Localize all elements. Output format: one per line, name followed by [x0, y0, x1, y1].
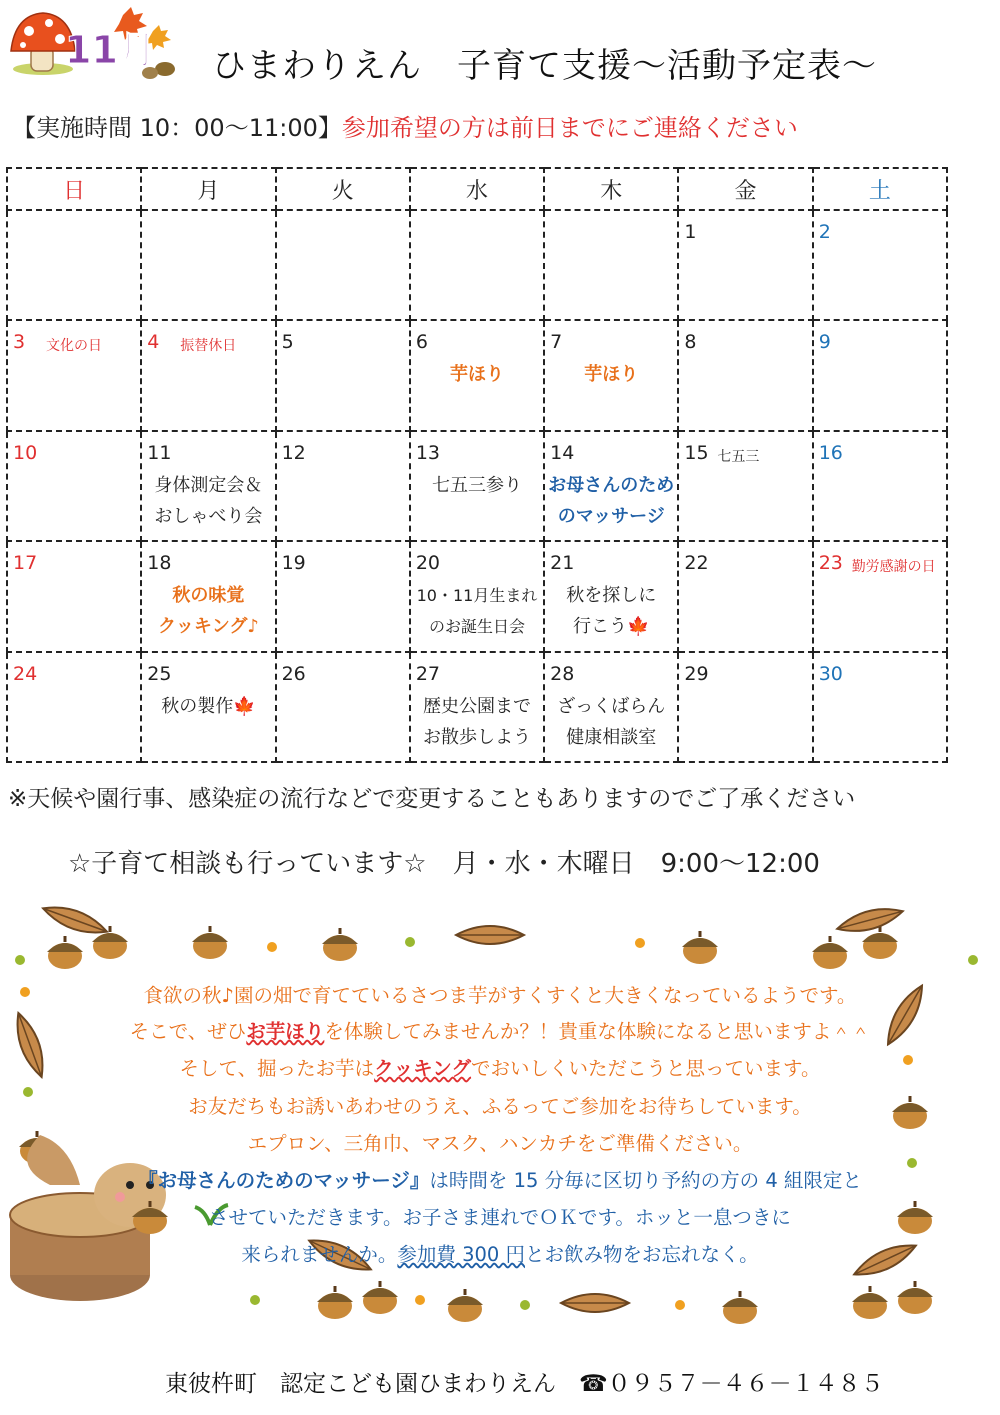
- message-area: [0, 895, 1000, 1335]
- event-line: のマッサージ: [557, 505, 665, 527]
- message-line-7: させていただきます。お子さま連れでＯＫです。ホッと一息つきに: [209, 1206, 791, 1229]
- event-label: [545, 359, 677, 390]
- hours-line: [12, 108, 798, 143]
- hours-label: 【実施時間 10：00～11:00】: [12, 114, 342, 142]
- weekday-header: 月: [141, 168, 275, 210]
- day-number: 20: [415, 552, 441, 575]
- day-number: 6: [415, 331, 428, 354]
- calendar-day-cell: [678, 431, 812, 541]
- day-number: 11: [147, 441, 172, 464]
- day-number: 24: [13, 662, 38, 685]
- day-number: 7: [550, 331, 563, 354]
- calendar-day-cell: [7, 652, 141, 762]
- event-line: 秋の製作🍁: [161, 695, 256, 717]
- event-label: [411, 580, 543, 642]
- calendar-day-cell: [678, 541, 812, 651]
- event-line: 七五三参り: [431, 474, 522, 496]
- holiday-label: 振替休日: [180, 338, 237, 355]
- message-line-1: 食欲の秋♪園の畑で育てているさつま芋がすくすくと大きくなっているようです。: [143, 984, 857, 1007]
- calendar-day-cell: [7, 210, 141, 320]
- holiday-label: 文化の日: [46, 338, 102, 355]
- consultation-info: ☆子育て相談も行っています☆ 月・水・木曜日 9:00～12:00: [68, 849, 820, 879]
- event-label: [142, 691, 274, 722]
- calendar-day-cell: [410, 320, 544, 430]
- weekday-header: 水: [410, 168, 544, 210]
- calendar-day-cell: [410, 652, 544, 762]
- calendar-day-cell: [410, 210, 544, 320]
- mushroom-month-badge: [5, 5, 180, 80]
- calendar-day-cell: [7, 541, 141, 651]
- calendar-day-cell: [813, 431, 947, 541]
- calendar-day-cell: [544, 320, 678, 430]
- calendar-week: [7, 652, 947, 762]
- calendar-day-cell: [813, 210, 947, 320]
- day-number: 14: [550, 441, 575, 464]
- calendar-day-cell: [544, 210, 678, 320]
- day-number: 30: [818, 662, 843, 685]
- message-line-4: お友だちもお誘いあわせのうえ、ふるってご参加をお待ちしています。: [188, 1095, 812, 1118]
- calendar-day-cell: [813, 652, 947, 762]
- event-line: 歴史公園まで: [422, 695, 531, 717]
- day-number: 2: [818, 221, 831, 243]
- event-line: ざっくばらん: [557, 695, 666, 717]
- event-line: おしゃべり会: [154, 505, 263, 527]
- day-number: 22: [684, 552, 709, 575]
- event-line: 秋を探しに: [566, 585, 657, 607]
- hours-note: 参加希望の方は前日までにご連絡ください: [341, 114, 798, 142]
- holiday-label: 勤労感謝の日: [851, 559, 936, 576]
- event-label: [545, 470, 677, 532]
- day-number: 17: [13, 552, 38, 575]
- event-line: 行こう🍁: [573, 616, 650, 638]
- calendar-day-cell: [544, 541, 678, 651]
- calendar-day-cell: [678, 652, 812, 762]
- day-number: 23: [818, 552, 843, 575]
- message-line-8: 来られませんか。参加費 300 円とお飲み物をお忘れなく。: [241, 1243, 759, 1266]
- event-line: 芋ほり: [584, 364, 639, 386]
- calendar-day-cell: [544, 652, 678, 762]
- calendar-day-cell: [141, 431, 275, 541]
- calendar-day-cell: [410, 431, 544, 541]
- message-line-6: 『お母さんのためのマッサージ』は時間を 15 分毎に区切り予約の方の 4 組限定と: [138, 1169, 862, 1192]
- day-number: 1: [684, 221, 697, 243]
- calendar-day-cell: [141, 652, 275, 762]
- day-number: 9: [818, 331, 831, 354]
- calendar-day-cell: [813, 541, 947, 651]
- day-number: 3: [13, 331, 26, 354]
- weekday-header: 土: [813, 168, 947, 210]
- day-number: 15: [684, 441, 709, 464]
- event-label: [411, 691, 543, 753]
- day-number: 27: [415, 662, 441, 685]
- calendar-week: [7, 431, 947, 541]
- calendar-week: [7, 320, 947, 430]
- holiday-label: 七五三: [717, 448, 760, 465]
- calendar-day-cell: [7, 320, 141, 430]
- day-number: 25: [147, 662, 172, 685]
- calendar-day-cell: [276, 652, 410, 762]
- message-line-5: エプロン、三角巾、マスク、ハンカチをご準備ください。: [247, 1132, 753, 1155]
- event-label: [545, 691, 677, 753]
- event-label: [545, 580, 677, 642]
- message-line-2: そこで、ぜひお芋ほりを体験してみませんか？！貴重な体験になると思いますよ＾＾: [129, 1020, 871, 1043]
- calendar-week: [7, 210, 947, 320]
- calendar-day-cell: [141, 541, 275, 651]
- event-line: お散歩しよう: [422, 726, 531, 748]
- event-line: 芋ほり: [449, 364, 504, 386]
- day-number: 18: [147, 552, 172, 575]
- day-number: 4: [147, 331, 160, 354]
- weekday-header: 日: [7, 168, 141, 210]
- day-number: 19: [281, 552, 306, 575]
- event-line: お母さんのため: [548, 474, 675, 496]
- day-number: 28: [550, 662, 575, 685]
- event-line: 10・11月生まれ: [416, 586, 538, 606]
- calendar-day-cell: [7, 431, 141, 541]
- calendar-table: [6, 167, 948, 763]
- month-label: 11月: [65, 28, 156, 72]
- header: [0, 0, 1000, 100]
- day-number: 10: [13, 441, 38, 464]
- event-line: クッキング♪: [157, 616, 259, 638]
- event-label: [142, 580, 274, 642]
- calendar-day-cell: [276, 210, 410, 320]
- calendar-day-cell: [678, 320, 812, 430]
- event-line: 身体測定会＆: [154, 474, 263, 496]
- day-number: 21: [550, 552, 575, 575]
- message-line-3: そして、掘ったお芋はクッキングでおいしくいただこうと思っています。: [179, 1057, 821, 1080]
- day-number: 26: [281, 662, 306, 685]
- footer-contact: 東彼杵町 認定こども園ひまわりえん ☎０９５７－４６－１４８５: [165, 1371, 884, 1397]
- calendar-day-cell: [276, 320, 410, 430]
- event-line: 秋の味覚: [172, 585, 245, 607]
- event-line: のお誕生日会: [428, 617, 525, 637]
- calendar-day-cell: [276, 541, 410, 651]
- day-number: 8: [684, 331, 697, 354]
- calendar-day-cell: [410, 541, 544, 651]
- weekday-header: 火: [276, 168, 410, 210]
- page-title: ひまわりえん 子育て支援～活動予定表～: [212, 46, 877, 86]
- calendar-day-cell: [544, 431, 678, 541]
- change-notice: ※天候や園行事、感染症の流行などで変更することもありますのでご了承ください: [8, 786, 856, 812]
- event-label: [411, 359, 543, 390]
- event-label: [411, 470, 543, 501]
- weekday-header: 金: [678, 168, 812, 210]
- calendar-day-cell: [141, 210, 275, 320]
- weekday-header: 木: [544, 168, 678, 210]
- day-number: 12: [281, 441, 306, 464]
- day-number: 13: [415, 441, 441, 464]
- day-number: 29: [684, 662, 709, 685]
- event-label: [142, 470, 274, 532]
- calendar-day-cell: [141, 320, 275, 430]
- calendar-week: [7, 541, 947, 651]
- calendar-day-cell: [678, 210, 812, 320]
- calendar-day-cell: [813, 320, 947, 430]
- day-number: 5: [281, 331, 294, 354]
- event-line: 健康相談室: [566, 726, 657, 748]
- day-number: 16: [818, 441, 843, 464]
- calendar-day-cell: [276, 431, 410, 541]
